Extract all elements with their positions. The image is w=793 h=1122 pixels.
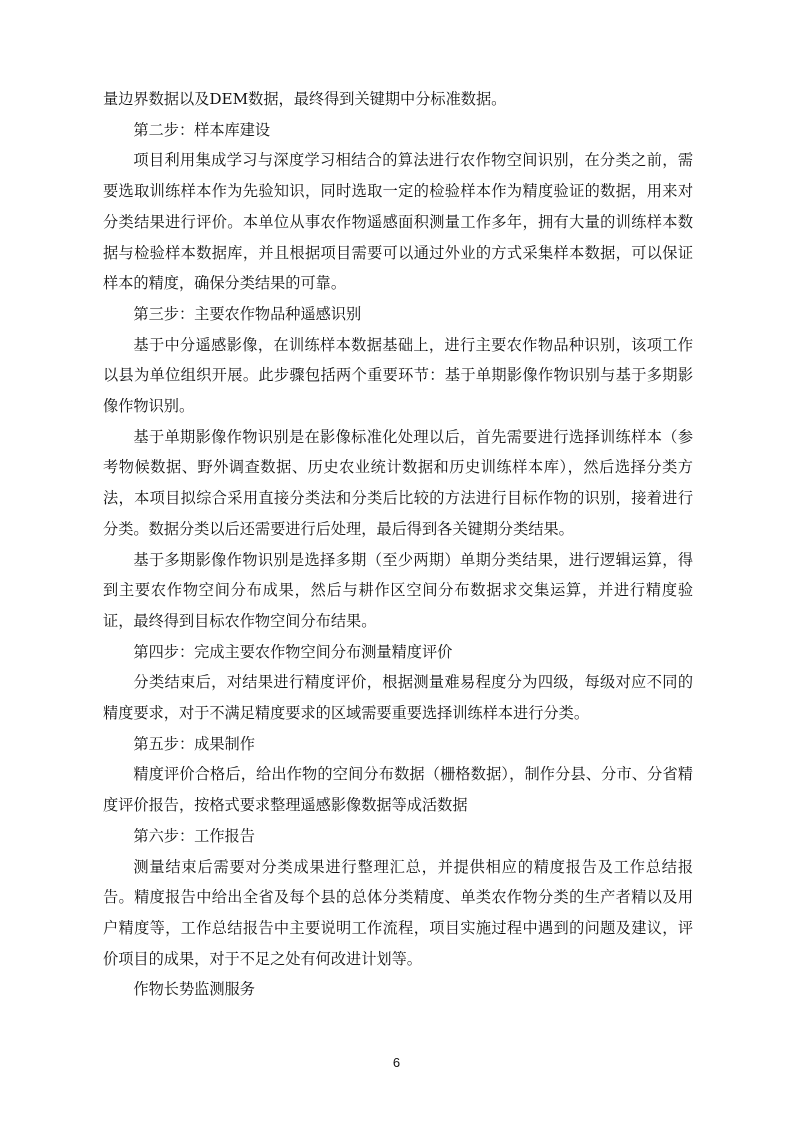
paragraph-results-production: 精度评价合格后，给出作物的空间分布数据（栅格数据），制作分县、分市、分省精度评价报告，按格式要求整理遥感影像数据等成活数据 <box>103 765 693 815</box>
paragraph-single-period: 基于单期影像作物识别是在影像标准化处理以后，首先需要进行选择训练样本（参考物候数据、野外调查数据、历史农业统计数据和历史训练样本库），然后选择分类方法，本项目拟综合采用直接分类法和分类后比较的方法进行目标作物的识别，接着进行分类。数据分类以后还需要进行后处理，最后得到各关键期分类结果。 <box>103 427 693 538</box>
heading-step-2: 第二步：样本库建设 <box>133 120 271 139</box>
page-number: 6 <box>392 1055 401 1070</box>
heading-step-6: 第六步：工作报告 <box>133 826 255 845</box>
heading-step-3: 第三步：主要农作物品种遥感识别 <box>133 304 362 323</box>
heading-step-5: 第五步：成果制作 <box>133 734 255 753</box>
paragraph-1: 量边界数据以及DEM数据，最终得到关键期中分标准数据。 <box>103 90 507 108</box>
heading-step-4: 第四步：完成主要农作物空间分布测量精度评价 <box>133 642 453 661</box>
paragraph-accuracy-evaluation: 分类结束后，对结果进行精度评价，根据测量难易程度分为四级，每级对应不同的精度要求，对于不满足精度要求的区域需要重要选择训练样本进行分类。 <box>103 673 693 723</box>
paragraph-work-report: 测量结束后需要对分类成果进行整理汇总，并提供相应的精度报告及工作总结报告。精度报告中给出全省及每个县的总体分类精度、单类农作物分类的生产者精以及用户精度等，工作总结报告中主要说明工作流程，项目实施过程中遇到的问题及建议，评价项目的成果，对于不足之处有何改进计划等。 <box>103 857 693 968</box>
paragraph-multi-period: 基于多期影像作物识别是选择多期（至少两期）单期分类结果，进行逻辑运算，得到主要农作物空间分布成果，然后与耕作区空间分布数据求交集运算，并进行精度验证，最终得到目标农作物空间分布结果。 <box>103 550 693 630</box>
paragraph-crop-identification: 基于中分遥感影像，在训练样本数据基础上，进行主要农作物品种识别，该项工作以县为单位组织开展。此步骤包括两个重要环节：基于单期影像作物识别与基于多期影像作物识别。 <box>103 335 693 416</box>
document-body <box>103 84 693 1005</box>
paragraph-sample-library: 项目利用集成学习与深度学习相结合的算法进行农作物空间识别，在分类之前，需要选取训练样本作为先验知识，同时选取一定的检验样本作为精度验证的数据，用来对分类结果进行评价。本单位从事农作物遥感面积测量工作多年，拥有大量的训练样本数据与检验样本数据库，并且根据项目需要可以通过外业的方式采集样本数据，可以保证样本的精度，确保分类结果的可靠。 <box>103 151 693 293</box>
heading-growth-monitoring: 作物长势监测服务 <box>133 980 255 999</box>
